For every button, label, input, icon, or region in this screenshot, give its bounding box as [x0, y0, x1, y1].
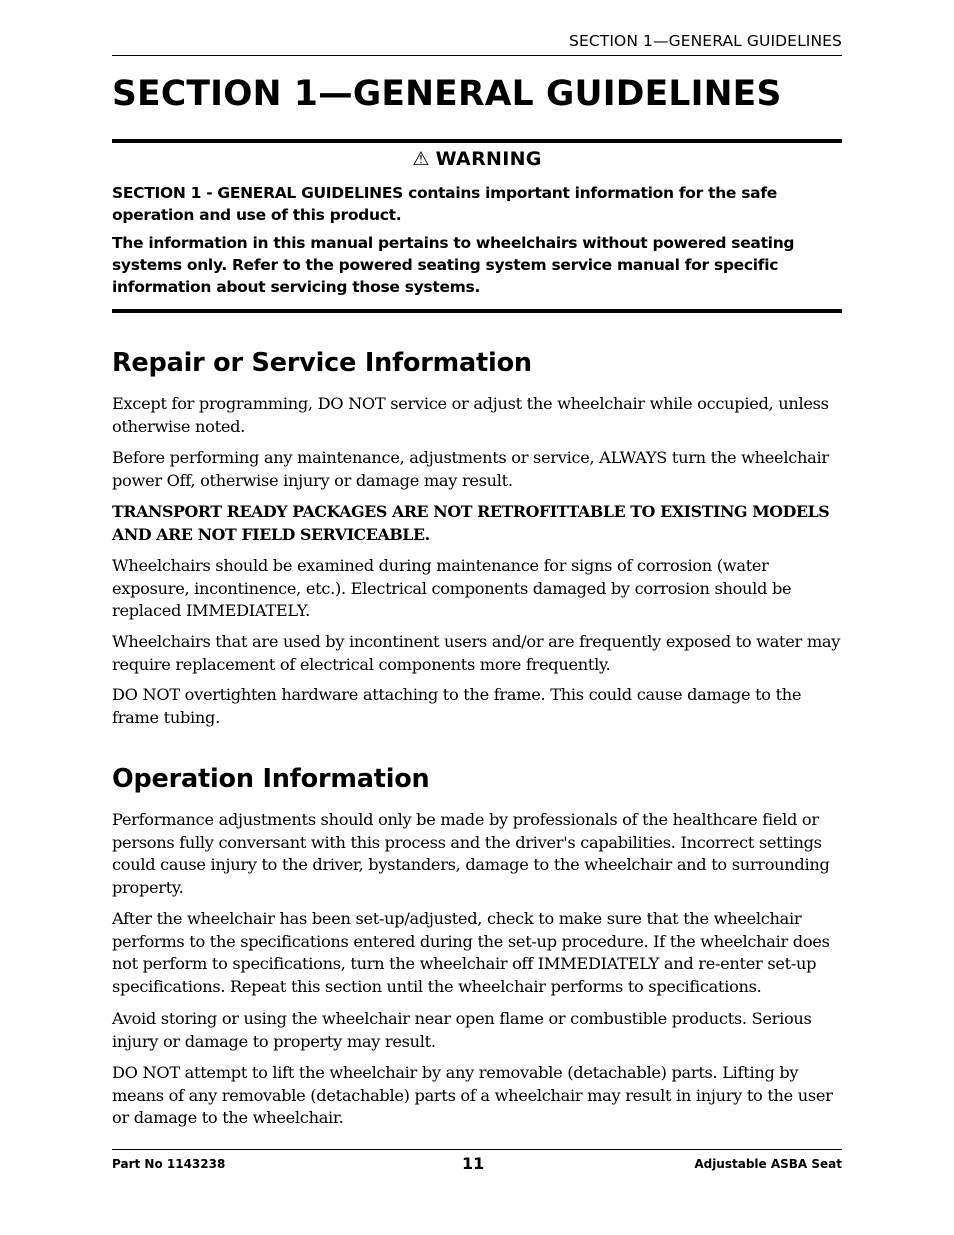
footer-part-number: Part No 1143238 — [112, 1157, 226, 1171]
operation-paragraph: Avoid storing or using the wheelchair near open flame or combustible products. Serious injury or damage to property may result. — [112, 1009, 812, 1051]
repair-paragraph: Except for programming, DO NOT service or adjust the wheelchair while occupied, unless otherwise noted. — [112, 394, 829, 436]
repair-paragraph-emphasis: TRANSPORT READY PACKAGES ARE NOT RETROFITTABLE TO EXISTING MODELS AND ARE NOT FIELD SERVICEABLE. — [112, 502, 830, 544]
warning-bottom-rule — [112, 309, 842, 313]
repair-paragraph: Wheelchairs should be examined during maintenance for signs of corrosion (water exposure, incontinence, etc.). Electrical components damaged by corrosion should be replaced IMMEDIATELY. — [112, 556, 792, 621]
repair-heading: Repair or Service Information — [112, 348, 532, 378]
operation-heading: Operation Information — [112, 764, 430, 794]
warning-heading-label: WARNING — [435, 148, 542, 170]
warning-heading — [112, 148, 842, 170]
repair-paragraph: DO NOT overtighten hardware attaching to the frame. This could cause damage to the frame tubing. — [112, 685, 802, 727]
warning-triangle-icon: ⚠ — [412, 148, 430, 170]
operation-paragraph: After the wheelchair has been set-up/adjusted, check to make sure that the wheelchair performs to the specifications entered during the set-up procedure. If the wheelchair does not perform to specifications, turn the wheelchair off IMMEDIATELY and re-enter set-up specifications. Repeat this section until the wheelchair performs to specifications. — [112, 909, 830, 997]
footer-rule — [112, 1149, 842, 1150]
footer-product-name: Adjustable ASBA Seat — [694, 1157, 842, 1171]
section-title: SECTION 1—GENERAL GUIDELINES — [112, 74, 782, 114]
warning-paragraph: SECTION 1 - GENERAL GUIDELINES contains important information for the safe operation and use of this product. — [112, 184, 777, 224]
header-rule — [112, 55, 842, 56]
repair-paragraph: Wheelchairs that are used by incontinent users and/or are frequently exposed to water may require replacement of electrical components more frequently. — [112, 632, 841, 674]
warning-paragraph: The information in this manual pertains to wheelchairs without powered seating systems only. Refer to the powered seating system service manual for specific information about servicing those systems. — [112, 234, 795, 296]
repair-paragraph: Before performing any maintenance, adjustments or service, ALWAYS turn the wheelchair power Off, otherwise injury or damage may result. — [112, 448, 829, 490]
footer-page-number: 11 — [462, 1154, 485, 1173]
operation-paragraph: DO NOT attempt to lift the wheelchair by any removable (detachable) parts. Lifting by means of any removable (detachable) parts of a wheelchair may result in injury to the user or damage to the wheelchair. — [112, 1063, 833, 1128]
running-header: SECTION 1—GENERAL GUIDELINES — [569, 32, 842, 50]
operation-paragraph: Performance adjustments should only be made by professionals of the healthcare field or persons fully conversant with this process and the driver's capabilities. Incorrect settings could cause injury to the driver, bystanders, damage to the wheelchair and to surrounding property. — [112, 810, 830, 898]
warning-top-rule — [112, 139, 842, 143]
